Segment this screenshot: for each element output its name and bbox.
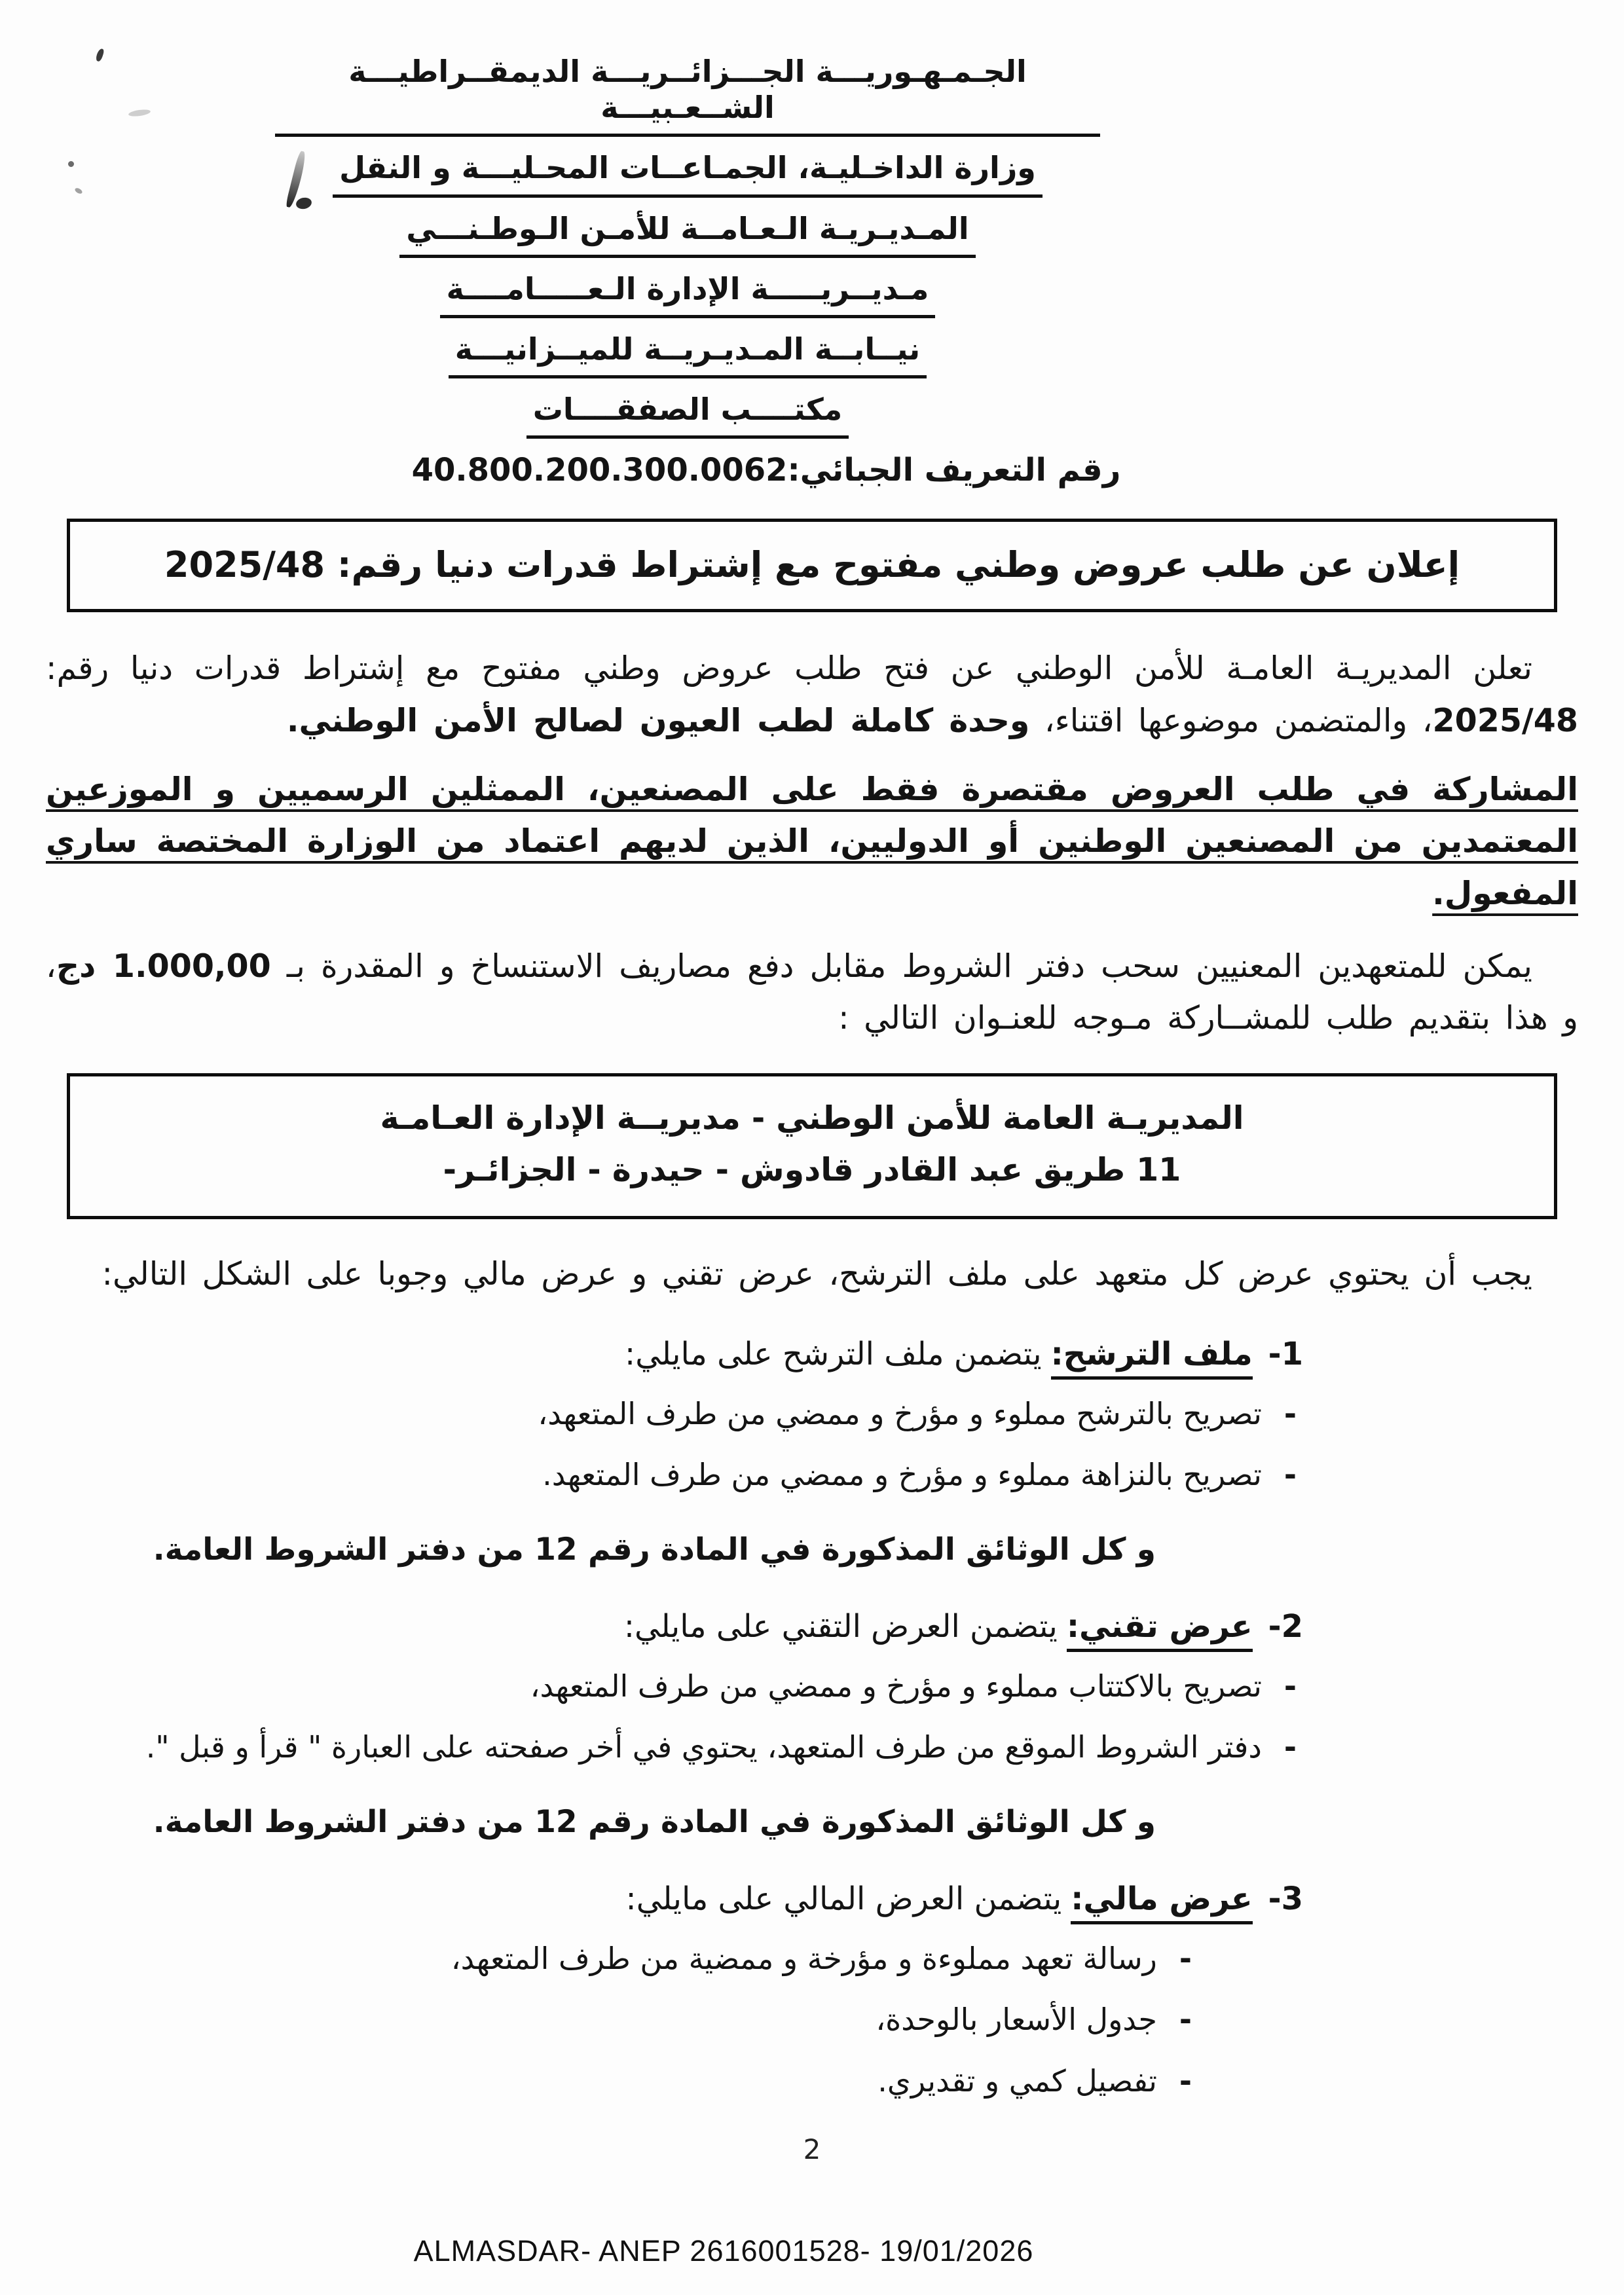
letterhead-line-budget-deputy: نيــابــة المـديـريــة للميــزانيـــة — [275, 331, 1100, 378]
section-title: ملف الترشح: — [1051, 1336, 1253, 1380]
withdraw-paragraph: يمكن للمتعهدين المعنيين سحب دفتر الشروط مقابل دفع مصاريف الاستنساخ و المقدرة بـ 1.000,00 دج، و هذا بتقديم طلب للمشــاركة مـوجه للعنـوان التالي : — [46, 947, 1578, 1037]
section-note: و كل الوثائق المذكورة في المادة رقم 12 من دفتر الشروط العامة. — [153, 1531, 1156, 1568]
section-heading-financial — [46, 1877, 1303, 1921]
fee-amount: 1.000,00 دج — [56, 947, 271, 985]
tax-id-line — [360, 452, 1172, 488]
list-item: - دفتر الشروط الموقع من طرف المتعهد، يحتوي في أخر صفحته على العبارة " قرأ و قبل ". — [46, 1724, 1297, 1771]
section-number: 3- — [1268, 1880, 1303, 1917]
letterhead-line-ministry: وزارة الداخـليـة، الجمـاعــات المحـليـــة و النقل — [275, 150, 1100, 197]
letterhead-line-contracts-office: مكتــــب الصفقــــات — [275, 392, 1100, 439]
dash-bullet: - — [1283, 1729, 1297, 1765]
dash-bullet: - — [1283, 1396, 1297, 1432]
tax-id-label: رقم التعريف الجبائي: — [787, 452, 1121, 489]
intro-paragraph: تعلن المديريـة العامـة للأمن الوطني عن فتح طلب عروض وطني مفتوح مع إشتراط قدرات دنيا رقم: 2025/48، والمتضمن موضوعها اقتناء، وحدة كاملة لطب العيون لصالح الأمن الوطني. — [46, 650, 1578, 739]
tax-id-value: 40.800.200.300.0062 — [411, 452, 788, 489]
letterhead-line-dgsn: المـديـريـة الـعـامــة للأمـن الـوطـنـــي — [275, 211, 1100, 258]
address-line-2: 11 طريق عبد القادر قادوش - حيدرة - الجزائـر- — [443, 1151, 1181, 1189]
participation-paragraph: المشاركة في طلب العروض مقتصرة فقط على المصنعين، الممثلين الرسميين و الموزعين المعتمدين من المصنعين الوطنين أو الدوليين، الذين لديهم اعتماد من الوزارة المختصة ساري المفعول. — [46, 770, 1578, 912]
list-item: - تفصيل كمي و تقديري. — [46, 2058, 1192, 2104]
letterhead-line-republic: الجـمـهـوريـــة الجـــزائــريـــة الديمقــراطيـــة الشــعـبيـــة — [275, 54, 1100, 137]
dash-bullet: - — [1179, 1940, 1192, 1976]
tender-object: وحدة كاملة لطب العيون لصالح الأمن الوطني. — [286, 701, 1030, 739]
letterhead — [275, 54, 1100, 439]
list-item: - تصريح بالترشح مملوء و مؤرخ و ممضي من طرف المتعهد، — [46, 1391, 1297, 1437]
section-title: عرض تقني: — [1067, 1608, 1253, 1652]
list-item: - تصريح بالاكتتاب مملوء و مؤرخ و ممضي من طرف المتعهد، — [46, 1663, 1297, 1710]
section-note: و كل الوثائق المذكورة في المادة رقم 12 من دفتر الشروط العامة. — [153, 1803, 1156, 1840]
dash-bullet: - — [1179, 2063, 1192, 2099]
section-heading-candidature — [46, 1332, 1303, 1376]
dash-bullet: - — [1283, 1668, 1297, 1704]
section-title: عرض مالي: — [1071, 1881, 1252, 1924]
list-item: - جدول الأسعار بالوحدة، — [46, 1996, 1192, 2043]
page-number: 2 — [803, 2133, 821, 2165]
section-number: 2- — [1268, 1607, 1303, 1645]
footer-anep-reference: ALMASDAR- ANEP 2616001528- 19/01/2026 — [413, 2234, 1034, 2267]
address-box — [67, 1073, 1557, 1219]
tender-title-box — [67, 519, 1557, 612]
tender-number: 2025/48 — [1432, 701, 1578, 739]
dash-bullet: - — [1179, 2002, 1192, 2038]
document-content — [46, 31, 1578, 2104]
section-intro: يتضمن العرض التقني على مايلي: — [623, 1607, 1058, 1645]
section-intro: يتضمن العرض المالي على مايلي: — [625, 1880, 1062, 1917]
list-item: - تصريح بالنزاهة مملوء و مؤرخ و ممضي من طرف المتعهد. — [46, 1452, 1297, 1498]
section-intro: يتضمن ملف الترشح على مايلي: — [625, 1335, 1042, 1372]
tender-title: إعلان عن طلب عروض وطني مفتوح مع إشتراط قدرات دنيا رقم: 2025/48 — [164, 544, 1460, 586]
section-number: 1- — [1268, 1335, 1303, 1372]
dash-bullet: - — [1283, 1457, 1297, 1493]
section-heading-technical — [46, 1605, 1303, 1649]
list-item: - رسالة تعهد مملوءة و مؤرخة و ممضية من طرف المتعهد، — [46, 1936, 1192, 1982]
address-line-1: المديريـة العامة للأمن الوطني - مديريــة الإدارة العـامـة — [380, 1099, 1244, 1137]
structure-paragraph: يجب أن يحتوي عرض كل متعهد على ملف الترشح، عرض تقني و عرض مالي وجوبا على الشكل التالي: — [101, 1255, 1532, 1293]
letterhead-line-admin-directorate: مـديــريـــــة الإدارة الـعـــــامــــة — [275, 271, 1100, 318]
